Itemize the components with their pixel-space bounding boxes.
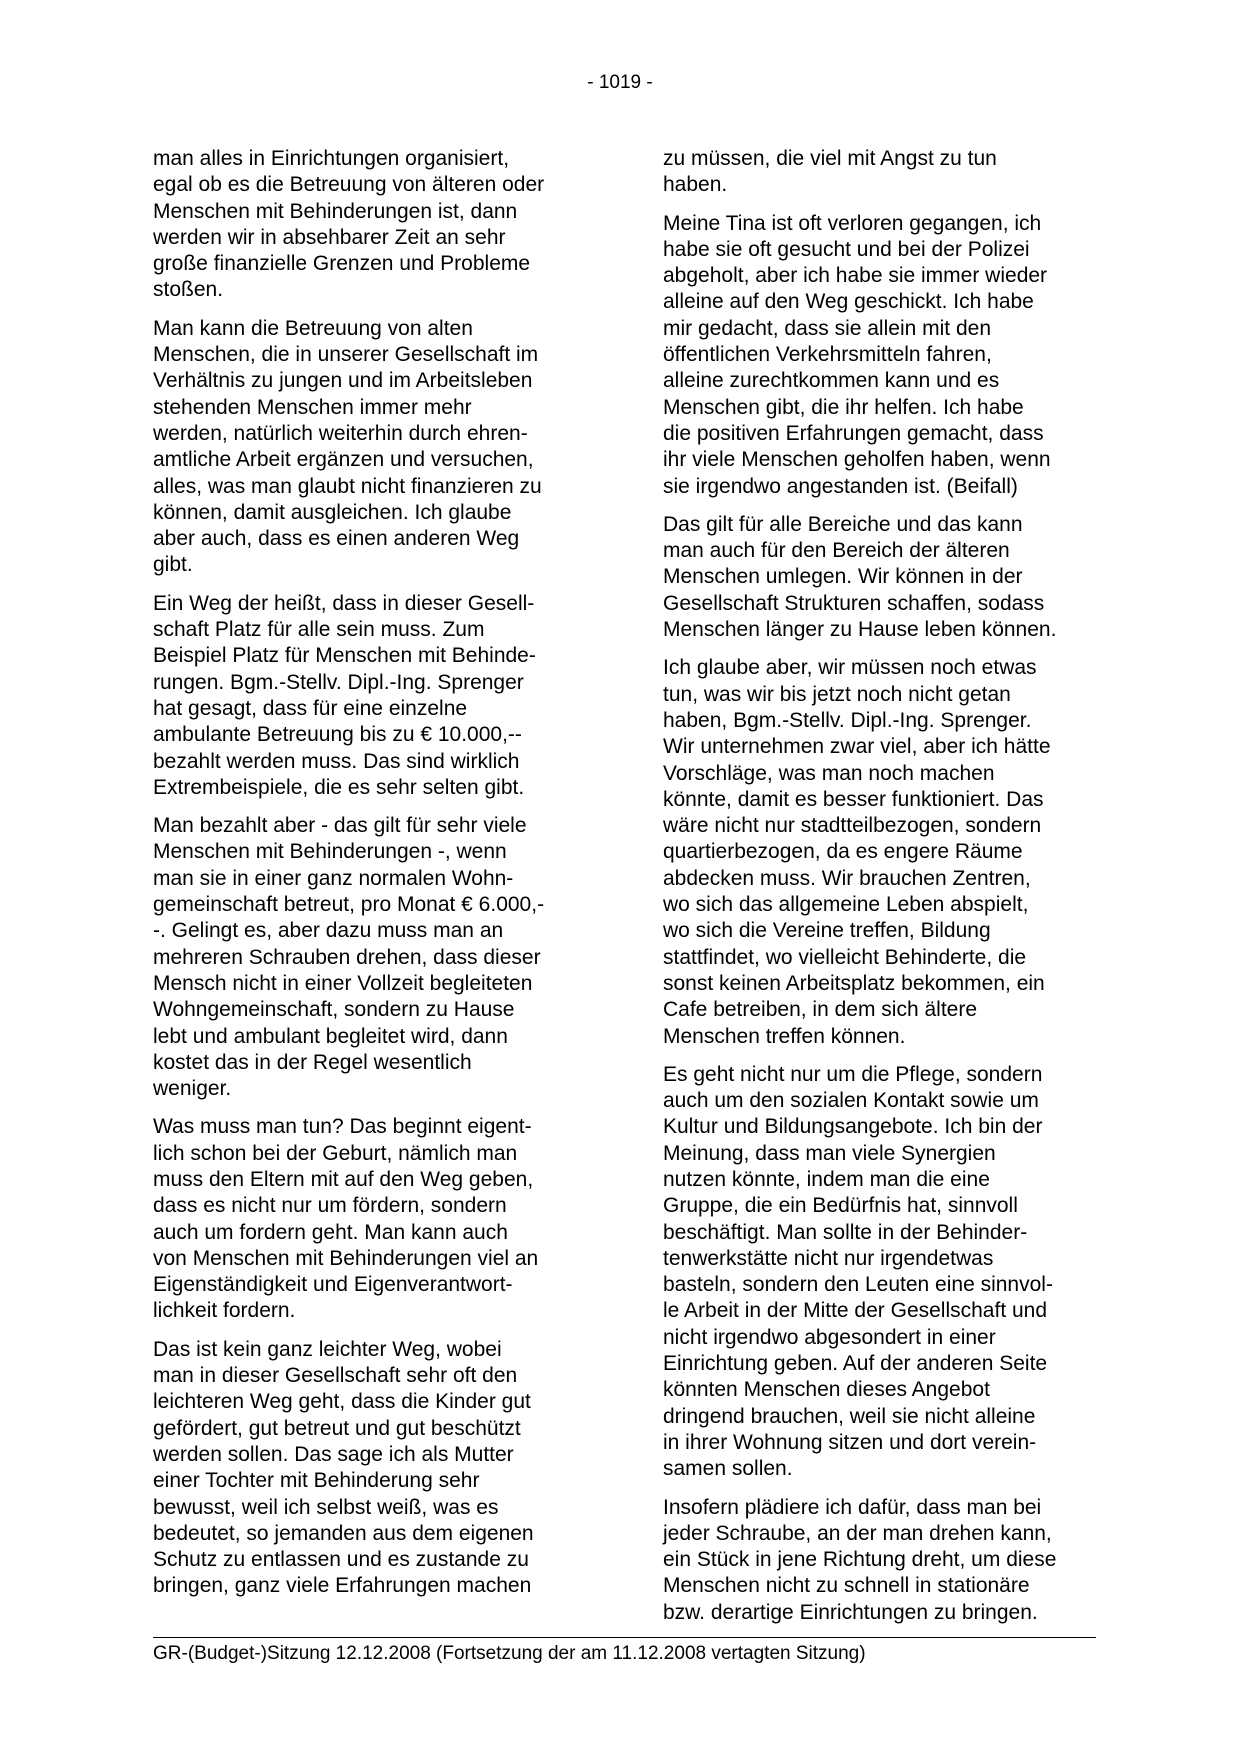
text-line: dringend brauchen, weil sie nicht alleine	[663, 1404, 1036, 1428]
text-line: jeder Schraube, an der man drehen kann,	[663, 1521, 1052, 1545]
text-line: Wohngemeinschaft, sondern zu Hause	[153, 998, 515, 1022]
left-column	[153, 146, 590, 1612]
text-line: man alles in Einrichtungen organisiert,	[153, 147, 510, 170]
text-line: Menschen umlegen. Wir können in der	[663, 565, 1023, 589]
text-line: nicht irgendwo abgesondert in einer	[663, 1325, 996, 1349]
text-line: Meinung, dass man viele Synergien	[663, 1141, 996, 1165]
paragraph	[663, 1062, 1103, 1483]
text-line: zu müssen, die viel mit Angst zu tun	[663, 147, 997, 170]
text-line: abgeholt, aber ich habe sie immer wieder	[663, 264, 1048, 288]
text-line: Gruppe, die ein Bedürfnis hat, sinnvoll	[663, 1194, 1018, 1218]
text-line: quartierbezogen, da es engere Räume	[663, 840, 1023, 864]
text-line: Ein Weg der heißt, dass in dieser Gesell-	[153, 591, 535, 615]
text-line: Man bezahlt aber - das gilt für sehr viele	[153, 814, 527, 838]
text-line: stattfindet, wo vielleicht Behinderte, die	[663, 945, 1027, 969]
text-line: Verhältnis zu jungen und im Arbeitsleben	[153, 369, 533, 393]
text-line: werden wir in absehbarer Zeit an sehr	[153, 225, 506, 249]
text-line: Menschen länger zu Hause leben können.	[663, 618, 1057, 642]
text-line: Kultur und Bildungsangebote. Ich bin der	[663, 1115, 1043, 1139]
paragraph	[663, 146, 1103, 199]
text-line: bringen, ganz viele Erfahrungen machen	[153, 1574, 532, 1598]
text-line: alleine auf den Weg geschickt. Ich habe	[663, 290, 1034, 314]
text-line: Das ist kein ganz leichter Weg, wobei	[153, 1337, 502, 1361]
text-line: können, damit ausgleichen. Ich glaube	[153, 500, 512, 524]
text-line: Menschen mit Behinderungen ist, dann	[153, 199, 518, 223]
paragraph	[153, 591, 590, 801]
paragraph	[663, 1495, 1103, 1626]
text-line: Cafe betreiben, in dem sich ältere	[663, 998, 978, 1022]
text-line: ambulante Betreuung bis zu € 10.000,--	[153, 723, 522, 747]
text-line: lebt und ambulant begleitet wird, dann	[153, 1024, 508, 1048]
text-line: Menschen nicht zu schnell in stationäre	[663, 1574, 1030, 1598]
text-line: Meine Tina ist oft verloren gegangen, ich	[663, 211, 1042, 235]
text-line: bezahlt werden muss. Das sind wirklich	[153, 749, 520, 773]
text-line: stoßen.	[153, 278, 224, 302]
text-line: kostet das in der Regel wesentlich	[153, 1050, 472, 1074]
text-line: schaft Platz für alle sein muss. Zum	[153, 618, 485, 642]
text-line: le Arbeit in der Mitte der Gesellschaft und	[663, 1299, 1048, 1323]
text-line: die positiven Erfahrungen gemacht, dass	[663, 421, 1044, 445]
text-line: tun, was wir bis jetzt noch nicht getan	[663, 682, 1011, 706]
text-line: öffentlichen Verkehrsmitteln fahren,	[663, 343, 992, 367]
text-line: muss den Eltern mit auf den Weg geben,	[153, 1167, 534, 1191]
text-line: werden, natürlich weiterhin durch ehren-	[153, 421, 528, 445]
text-line: man sie in einer ganz normalen Wohn-	[153, 866, 514, 890]
text-line: Das gilt für alle Bereiche und das kann	[663, 512, 1023, 536]
text-line: werden sollen. Das sage ich als Mutter	[153, 1442, 514, 1466]
text-line: lich schon bei der Geburt, nämlich man	[153, 1141, 518, 1165]
text-line: abdecken muss. Wir brauchen Zentren,	[663, 866, 1031, 890]
text-line: Menschen mit Behinderungen -, wenn	[153, 840, 507, 864]
text-line: große finanzielle Grenzen und Probleme	[153, 252, 531, 276]
text-line: beschäftigt. Man sollte in der Behinder-	[663, 1220, 1028, 1244]
text-line: man auch für den Bereich der älteren	[663, 539, 1010, 563]
text-line: leichteren Weg geht, dass die Kinder gut	[153, 1390, 531, 1414]
paragraph	[153, 1337, 590, 1600]
text-line: man in dieser Gesellschaft sehr oft den	[153, 1364, 518, 1388]
text-line: Menschen, die in unserer Gesellschaft im	[153, 343, 539, 367]
text-line: Es geht nicht nur um die Pflege, sondern	[663, 1062, 1043, 1086]
text-line: samen sollen.	[663, 1457, 793, 1481]
text-line: aber auch, dass es einen anderen Weg	[153, 527, 520, 551]
text-line: bedeutet, so jemanden aus dem eigenen	[153, 1521, 534, 1545]
text-line: von Menschen mit Behinderungen viel an	[153, 1246, 539, 1270]
text-line: haben.	[663, 173, 728, 197]
paragraph	[153, 813, 590, 1102]
text-line: Insofern plädiere ich dafür, dass man bei	[663, 1495, 1042, 1519]
text-line: Schutz zu entlassen und es zustande zu	[153, 1548, 529, 1572]
paragraph	[663, 655, 1103, 1049]
text-line: nutzen könnte, indem man die eine	[663, 1167, 990, 1191]
text-line: ein Stück in jene Richtung dreht, um diese	[663, 1548, 1057, 1572]
text-line: Wir unternehmen zwar viel, aber ich hätte	[663, 735, 1051, 759]
text-line: Menschen gibt, die ihr helfen. Ich habe	[663, 395, 1024, 419]
text-line: alles, was man glaubt nicht finanzieren zu	[153, 474, 542, 498]
text-line: dass es nicht nur um fördern, sondern	[153, 1194, 507, 1218]
text-line: stehenden Menschen immer mehr	[153, 395, 472, 419]
text-line: einer Tochter mit Behinderung sehr	[153, 1469, 480, 1493]
text-line: amtliche Arbeit ergänzen und versuchen,	[153, 448, 534, 472]
text-line: lichkeit fordern.	[153, 1299, 296, 1323]
text-line: Man kann die Betreuung von alten	[153, 316, 473, 340]
text-line: bzw. derartige Einrichtungen zu bringen.	[663, 1600, 1038, 1624]
text-line: tenwerkstätte nicht nur irgendetwas	[663, 1246, 994, 1270]
text-line: bewusst, weil ich selbst weiß, was es	[153, 1495, 499, 1519]
text-line: Menschen treffen können.	[663, 1024, 906, 1048]
text-line: sonst keinen Arbeitsplatz bekommen, ein	[663, 971, 1045, 995]
text-line: auch um den sozialen Kontakt sowie um	[663, 1089, 1039, 1113]
right-column	[663, 146, 1103, 1638]
text-line: Beispiel Platz für Menschen mit Behinde-	[153, 644, 536, 668]
paragraph	[153, 146, 590, 304]
text-line: basteln, sondern den Leuten eine sinnvol-	[663, 1273, 1053, 1297]
text-line: gemeinschaft betreut, pro Monat € 6.000,-	[153, 893, 545, 917]
text-line: weniger.	[153, 1077, 232, 1101]
text-line: Vorschläge, was man noch machen	[663, 761, 995, 785]
text-line: könnten Menschen dieses Angebot	[663, 1378, 990, 1402]
text-line: Gesellschaft Strukturen schaffen, sodass	[663, 591, 1045, 615]
text-line: wo sich das allgemeine Leben abspielt,	[663, 893, 1029, 917]
text-line: egal ob es die Betreuung von älteren oder	[153, 173, 545, 197]
text-line: -. Gelingt es, aber dazu muss man an	[153, 919, 504, 943]
text-line: auch um fordern geht. Man kann auch	[153, 1220, 508, 1244]
text-line: wo sich die Vereine treffen, Bildung	[663, 919, 991, 943]
text-line: wäre nicht nur stadtteilbezogen, sondern	[663, 814, 1042, 838]
paragraph	[663, 512, 1103, 643]
paragraph	[153, 316, 590, 579]
text-line: mir gedacht, dass sie allein mit den	[663, 316, 991, 340]
page-number: - 1019 -	[587, 72, 653, 93]
paragraph	[663, 211, 1103, 500]
text-line: Ich glaube aber, wir müssen noch etwas	[663, 656, 1037, 680]
text-line: habe sie oft gesucht und bei der Polizei	[663, 237, 1030, 261]
text-line: Mensch nicht in einer Vollzeit begleiteten	[153, 971, 533, 995]
text-line: sie irgendwo angestanden ist. (Beifall)	[663, 474, 1018, 498]
text-line: mehreren Schrauben drehen, dass dieser	[153, 945, 541, 969]
text-line: haben, Bgm.-Stellv. Dipl.-Ing. Sprenger.	[663, 708, 1032, 732]
text-line: könnte, damit es besser funktioniert. Das	[663, 787, 1044, 811]
footer-text: GR-(Budget-)Sitzung 12.12.2008 (Fortsetzung der am 11.12.2008 vertagten Sitzung)	[153, 1643, 866, 1664]
text-line: Was muss man tun? Das beginnt eigent-	[153, 1115, 532, 1139]
text-line: Eigenständigkeit und Eigenverantwort-	[153, 1273, 513, 1297]
text-line: hat gesagt, dass für eine einzelne	[153, 696, 468, 720]
text-line: gefördert, gut betreut und gut beschützt	[153, 1416, 521, 1440]
footer-divider	[153, 1637, 1096, 1638]
text-line: alleine zurechtkommen kann und es	[663, 369, 1000, 393]
text-line: rungen. Bgm.-Stellv. Dipl.-Ing. Sprenger	[153, 670, 524, 694]
text-line: ihr viele Menschen geholfen haben, wenn	[663, 448, 1051, 472]
paragraph	[153, 1114, 590, 1324]
text-line: gibt.	[153, 553, 193, 577]
text-line: Extrembeispiele, die es sehr selten gibt.	[153, 775, 525, 799]
text-line: Einrichtung geben. Auf der anderen Seite	[663, 1352, 1048, 1376]
text-line: in ihrer Wohnung sitzen und dort verein-	[663, 1430, 1037, 1454]
